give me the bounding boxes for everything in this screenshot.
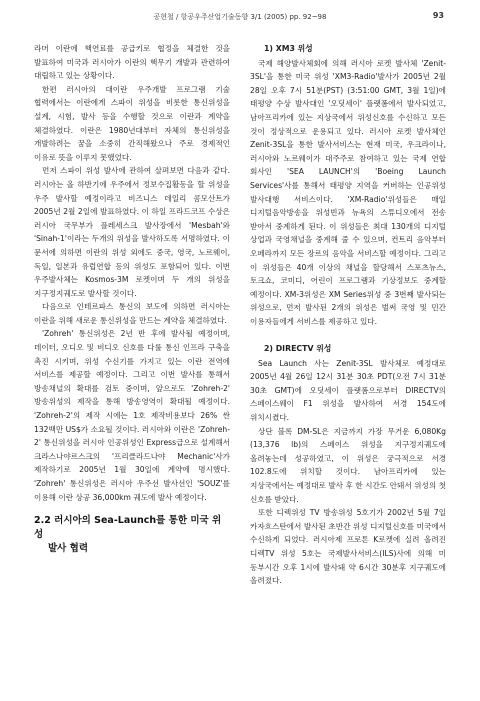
spacer (250, 328, 446, 342)
left-column (34, 42, 230, 556)
paragraph: 한편 러시아의 대이란 우주개발 프로그램 기술 협력에서는 이란에게 스파이 위성을 비롯한 통신위성을 설계, 시험, 발사 등을 수행할 것으로 이란과 계약을 체결하였다. 이란은 1980년대부터 자체의 통신위성을 개발하려는 꿈을 소중히 간직해왔으나 주로 경제적인 이유로 뜻을 이루지 못했었다. (34, 84, 230, 162)
section-heading (34, 514, 230, 556)
paragraph: 먼저 스파이 위성 발사에 관하여 살펴보면 다음과 같다. 러시아는 올 하반기에 우주에서 정보수집활동을 할 위성을 우주 발사할 예정이라고 비즈니스 데일리 콤모산트가 2005년 2월 2일에 발표하였다. 이 하일 프라드코프 수상은 러시아 국무부가 플레세스크 발사장에서 'Mesbah'와 'Sinah-1'이라는 두개의 위성을 발사하도록 서명하였다. 이 문서에 의하면 이란의 위성 외에도 중국, 영국, 노르웨이, 독일, 일본과 유럽연합 등의 위성도 포함되어 있다. 이번 우주발사체는 Kosmos-3M 로켓이며 두 개의 위성을 지구정지궤도로 발사할 것이다. (34, 166, 230, 298)
paragraph: 'Zohreh' 통신위성은 2년 반 후에 발사될 예정이며, 데이터, 오디오 및 비디오 신호를 다룰 통신 인프라 구축을 촉진 시키며, 위성 수신기를 가지고 있는 이란 전역에 서비스를 제공할 예정이다. 그리고 이번 발사를 통해서 방송채널의 확대를 검토 중이며, 앞으로도 'Zohreh-2' 방송위성의 제작을 통해 방송영역이 확대될 예정이다. 'Zohreh-2'의 제작 시에는 1호 제작비용보다 26% 싼 132백만 US$가 소요될 것이다. 러시아와 이란은 'Zohreh-2' 통신위성을 러시아 인공위성인 Express급으로 설계해서 크라스나야르스크의 '프리클라드나야 Mechanic'사가 제작하기로 2005년 1월 30일에 계약에 명시했다. 'Zohreh' 통신위성은 러시아 우주선 발사선인 'SOUZ'를 이용해 이란 상공 36,000km 궤도에 발사 예정이다. (34, 329, 230, 502)
running-header (36, 10, 444, 24)
page-number: 93 (432, 11, 444, 20)
section-heading-line1: 2.2 러시아의 Sea-Launch를 통한 미국 위성 (34, 515, 222, 541)
running-title: 공현철 / 항공우주산업기술동향 3/1 (2005) pp. 92~98 (153, 13, 327, 21)
paragraph: 라머 이란에 핵연료를 공급키로 협정을 체결한 것을 발표하여 미국과 러시아가 이란의 핵무기 개발과 관련하여 대립하고 있는 상황이다. (34, 44, 230, 81)
section-heading-line2: 발사 협력 (48, 543, 89, 555)
subsection-heading-xm3: 1) XM3 위성 (264, 44, 313, 53)
paragraph: 다음으로 인테르파스 통신의 보도에 의하면 러시아는 이란을 위해 새로운 통신위성을 만드는 계약을 체결하였다. (34, 302, 230, 325)
paragraph: Sea Launch 사는 Zenit-3SL 발사체로 예정대로 2005년 4월 26일 12시 31분 30초 PDT(오전 7시 31분 30초 GMT)에 오딧세이 플랫폼으로부터 DIRECTV의 스페이스웨이 F1 위성을 발사하여 서경 154도에 위치시켰다. (250, 358, 446, 423)
paragraph: 국제 해양발사체회에 의해 러시아 로켓 발사체 'Zenit-3SL'을 통한 미국 위성 'XM3-Radio'발사가 2005년 2월 28일 오후 7시 51분(PST) (3:51:00 GMT, 3월 1일)에 태평양 수상 발사대인 '오딧세이' 플랫폼에서 발사되었고, 남아프리카에 있는 지상국에서 위성신호를 수신하고 모든 것이 정상적으로 운용되고 있다. 러시아 로켓 발사체인 Zenit-3SL을 통한 발사서비스는 현재 미국, 우크라이나, 러시아와 노르웨이가 대주주로 참여하고 있는 국제 연합 회사인 'SEA LAUNCH'의 'Boeing Launch Services'사를 통해서 태평양 지역을 커버하는 인공위성 발사대행 서비스이다. 'XM-Radio'위성들은 매일 디지털음악방송을 위성빈과 뉴욕의 스튜디오에서 전송 받아서 중계하게 된다. 이 위성들은 최대 130개의 디지털 상업과 국영채널을 중계해 줄 수 있으며, 컨트리 음악부터 오페라까지 모든 장르의 음악을 서비스할 예정이다. 그리고 이 위성들은 40개 이상의 채널을 할당해서 스포츠뉴스, 토크쇼, 코미디, 어린이 프로그램과 기상정보도 중계할 예정이다. XM-3위성은 XM Series위성 중 3번째 발사되는 위성으로, 먼저 발사된 2개의 위성은 벌써 국영 및 민간 이용자들에게 서비스를 제공하고 있다. (250, 58, 446, 326)
paragraph: 또한 디렉위성 TV 방송위성 5호기가 2002년 5월 7일 카자흐스탄에서 발사된 초반간 위성 디지털신호를 미국에서 수신하게 되었다. 러시아제 프로톤 K로켓에 실려 올려진 디렉TV 위성 5호는 국제발사서비스(ILS)사에 의해 미 동부시간 오후 1시에 발사돼 약 6시간 30분후 지구궤도에 올려졌다. (250, 508, 446, 586)
right-column (250, 42, 446, 588)
paragraph: 상단 블록 DM-SL은 지금까지 가장 무거운 6,080Kg (13,376 lb)의 스페이스 위성을 지구정지궤도에 올려놓는데 성공하였고, 이 위성은 궁극적으로 서경 102.8도에 위치할 것이다. 남아프리카에 있는 지상국에서는 예정대로 발사 후 한 시간도 안돼서 위성의 첫 신호를 받았다. (250, 426, 446, 504)
subsection-heading-directv: 2) DIRECTV 위성 (264, 344, 332, 354)
